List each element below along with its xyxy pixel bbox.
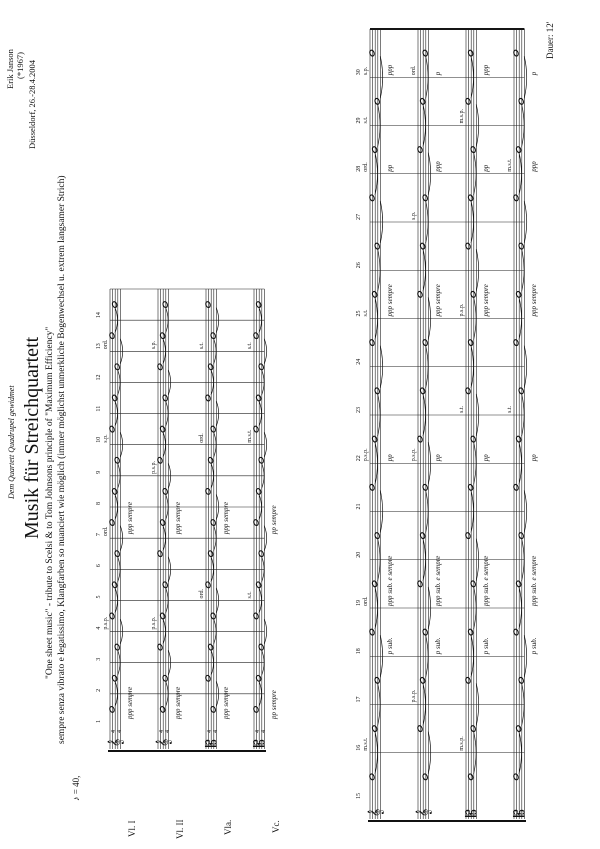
time-signature: 4 [117, 730, 123, 733]
instrument-label-vl1: Vl. I [127, 820, 137, 837]
staff-2 [418, 29, 428, 819]
measure-number: 13 [96, 343, 102, 350]
measure-number: 11 [96, 405, 102, 412]
technique-marking: s.t. [199, 342, 205, 350]
duration: Dauer: 12' [545, 21, 555, 59]
dynamic-marking: pp sempre [270, 505, 278, 535]
dedication: Dem Quartett Quadrupel gewidmet [7, 385, 16, 499]
dynamic-marking: ppp sub. e sempre [482, 555, 490, 606]
time-signature: 4 [159, 730, 165, 733]
technique-marking: s.p. [363, 66, 369, 76]
treble-clef-icon: 𝄞 [157, 738, 172, 747]
technique-marking: s.t. [507, 405, 513, 413]
technique-marking: ord. [411, 65, 417, 76]
dynamic-marking: ppp sempre [174, 501, 182, 535]
measure-number: 7 [96, 533, 102, 537]
composer: Erik Janson [5, 49, 15, 89]
title: Musik für Streichquartett [21, 336, 43, 539]
c-clef-icon: 𝄡 [253, 739, 268, 747]
technique-marking: ord. [199, 433, 205, 443]
time-signature: 4 [213, 730, 219, 733]
technique-marking: p.s.p. [151, 461, 157, 474]
dynamic-marking: pp [530, 454, 538, 462]
measure-number: 23 [356, 407, 362, 413]
technique-marking: p.s.p. [411, 689, 417, 703]
technique-marking: m.s.p. [459, 108, 465, 124]
dynamic-marking: p [434, 71, 442, 76]
subtitle-line1: "One sheet music" - tribute to Scelsi & to Tom Johnsons principle of "Maximum Efficiency" [45, 326, 55, 679]
dynamic-marking: ppp [530, 161, 538, 172]
technique-marking: s.t. [247, 342, 253, 350]
dynamic-marking: pp [482, 164, 490, 172]
measure-number: 12 [96, 374, 102, 381]
instrument-label-vla: Vla. [223, 819, 233, 835]
technique-marking: ord. [363, 596, 369, 606]
instrument-label-vl2: Vl. II [175, 819, 185, 839]
dynamic-marking: ppp sempre [434, 284, 442, 317]
technique-marking: s.t. [363, 116, 369, 124]
dynamic-marking: p sub. [434, 637, 442, 655]
dynamic-marking: pp [386, 164, 394, 172]
measure-number: 3 [96, 657, 102, 661]
measure-number: 6 [96, 564, 102, 568]
system-2 [356, 29, 538, 821]
dynamic-marking: ppp sempre [222, 501, 230, 535]
treble-clef-icon: 𝄞 [417, 808, 432, 817]
subtitle-line2: sempre senza vibrato e legatissimo, Klangfarben so nuanciert wie möglich (immer möglichst unmerkliche Bogenwechsel u. extrem langsamer Strich) [57, 175, 67, 744]
technique-marking: m.s.t. [507, 158, 513, 172]
measure-number: 2 [96, 688, 102, 692]
dynamic-marking: ppp [482, 64, 490, 76]
measure-number: 29 [356, 117, 362, 124]
c-clef-icon: 𝄡 [465, 809, 480, 817]
instrument-label-vc: Vc. [271, 820, 281, 833]
dynamic-marking: ppp sub. e sempre [434, 555, 442, 606]
dynamic-marking: ppp sempre [386, 284, 394, 317]
technique-marking: s.p. [411, 211, 417, 220]
dynamic-marking: p [530, 71, 538, 76]
system-1 [96, 289, 278, 751]
technique-marking: ord. [103, 526, 109, 537]
dynamic-marking: ppp [434, 161, 442, 172]
measure-number: 18 [356, 648, 362, 655]
measure-number: 1 [96, 720, 102, 723]
measure-number: 26 [356, 262, 362, 269]
technique-marking: m.s.t. [363, 737, 369, 751]
measure-number: 21 [356, 503, 362, 510]
dynamic-marking: pp sempre [270, 690, 278, 719]
technique-marking: ord. [103, 339, 109, 350]
time-signature: 4 [165, 730, 171, 733]
measure-number: 8 [96, 502, 102, 505]
measure-number: 24 [356, 358, 362, 365]
tempo-marking: ♪ = 40, [71, 775, 81, 801]
technique-marking: ord. [199, 588, 205, 599]
measure-number: 22 [356, 455, 362, 462]
measure-number: 15 [356, 793, 362, 799]
technique-marking: s.t. [459, 405, 465, 413]
measure-number: 19 [356, 600, 362, 606]
dynamic-marking: p sub. [530, 637, 538, 655]
measure-number: 10 [96, 436, 102, 443]
dynamic-marking: ppp sempre [126, 501, 134, 535]
time-signature: 4 [111, 730, 117, 733]
technique-marking: ord. [363, 162, 369, 172]
measure-number: 27 [356, 214, 362, 220]
time-signature: 4 [255, 730, 261, 733]
dynamic-marking: ppp sempre [126, 686, 134, 719]
technique-marking: s.p. [103, 434, 109, 443]
technique-marking: s.t. [363, 309, 369, 317]
composer-years: (*1967) [15, 52, 25, 79]
dynamic-marking: ppp sempre [482, 284, 490, 317]
time-signature: 4 [207, 730, 213, 733]
dynamic-marking: ppp sub. e sempre [386, 555, 394, 606]
dynamic-marking: p sub. [482, 637, 490, 655]
technique-marking: m.s.t. [247, 429, 253, 443]
measure-number: 14 [96, 312, 102, 319]
dynamic-marking: pp [434, 454, 442, 462]
dynamic-marking: ppp sempre [174, 686, 182, 719]
dynamic-marking: p sub. [386, 637, 394, 655]
measure-number: 16 [356, 744, 362, 751]
measure-number: 25 [356, 310, 362, 317]
dynamic-marking: pp [482, 454, 490, 462]
place-date: Düsseldorf, 26.-28.4.2004 [27, 59, 37, 149]
dynamic-marking: pp [386, 454, 394, 462]
dynamic-marking: ppp sempre [530, 284, 538, 317]
technique-marking: m.s.p. [459, 736, 465, 751]
dynamic-marking: ppp sempre [222, 686, 230, 719]
measure-number: 28 [356, 165, 362, 172]
staff-3 [206, 289, 216, 749]
technique-marking: s.p. [151, 340, 157, 350]
c-clef-icon: 𝄡 [205, 739, 220, 747]
technique-marking: s.t. [247, 591, 253, 599]
technique-marking: p.s.p. [103, 616, 109, 630]
technique-marking: p.s.p. [151, 616, 157, 630]
measure-number: 30 [356, 69, 362, 76]
measure-number: 20 [356, 551, 362, 558]
measure-number: 17 [356, 696, 362, 703]
treble-clef-icon: 𝄞 [109, 738, 124, 747]
technique-marking: p.s.p. [459, 303, 465, 317]
dynamic-marking: ppp [386, 64, 394, 76]
technique-marking: p.s.p. [411, 448, 417, 462]
measure-number: 4 [96, 626, 102, 630]
c-clef-icon: 𝄡 [513, 809, 528, 817]
technique-marking: p.s.p. [363, 448, 369, 462]
measure-number: 9 [96, 470, 102, 474]
dynamic-marking: ppp sub. e sempre [530, 555, 538, 606]
treble-clef-icon: 𝄞 [369, 808, 384, 817]
measure-number: 5 [96, 595, 102, 599]
time-signature: 4 [261, 730, 267, 733]
